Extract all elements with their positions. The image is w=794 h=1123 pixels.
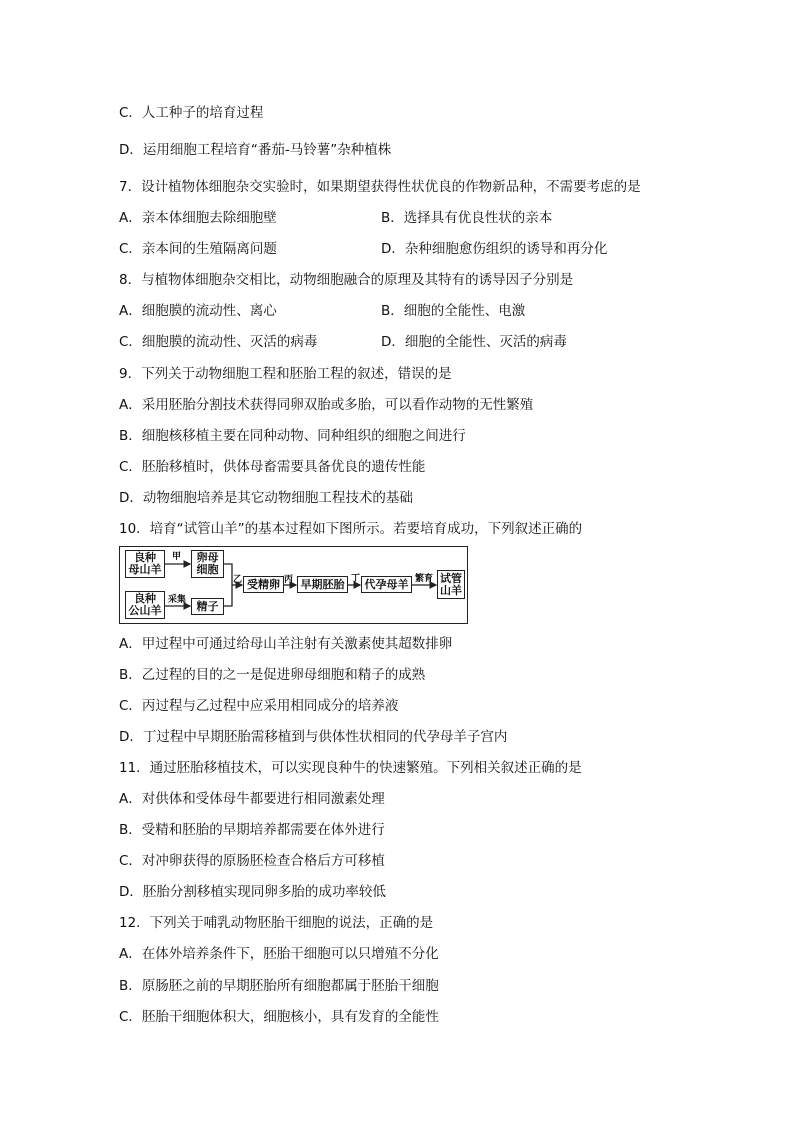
line-text: B．细胞核移植主要在同种动物、同种组织的细胞之间进行 [119,428,466,444]
line-text: 7．设计植物体细胞杂交实验时，如果期望获得性状优良的作物新品种，不需要考虑的是 [119,179,641,195]
text-line [119,240,277,258]
text-line [119,458,425,476]
text-line [119,365,452,383]
text-line [119,945,439,963]
box-male-goat: 良种 公山羊 [125,591,165,619]
text-line [119,914,433,932]
option-text-right: B．选择具有优良性状的亲本 [381,210,553,226]
option-text-right: D．细胞的全能性、灭活的病毒 [381,334,567,350]
text-line [119,728,507,746]
line-text: B．乙过程的目的之一是促进卵母细胞和精子的成熟 [119,667,426,683]
text-line [119,666,425,684]
line-text: C．胚胎移植时，供体母畜需要具备优良的遗传性能 [119,459,426,475]
line-text: D．动物细胞培养是其它动物细胞工程技术的基础 [119,490,413,506]
line-text: C．胚胎干细胞体积大，细胞核小，具有发育的全能性 [119,1009,439,1025]
label-ding: 丁 [351,574,361,584]
option-text-right: B．细胞的全能性、电激 [381,303,526,319]
box-oocyte: 卵母 细胞 [191,550,224,578]
line-text: 8．与植物体细胞杂交相比，动物细胞融合的原理及其特有的诱导因子分别是 [119,272,574,288]
label-yi: 乙 [233,575,243,585]
text-line [119,977,439,995]
line-text: A．采用胚胎分割技术获得同卵双胎或多胎，可以看作动物的无性繁殖 [119,397,534,413]
text-line [119,1008,439,1026]
box-zygote: 受精卵 [243,576,284,593]
box-test-tube-goat: 试管 山羊 [437,570,465,599]
text-line [119,141,391,159]
text-line [119,271,573,289]
text-line [119,790,385,808]
box-female-goat: 良种 母山羊 [125,550,165,578]
text-line [119,489,413,507]
test-tube-goat-flowchart [119,546,468,624]
text-line [119,852,385,870]
label-fanyu: 繁育 [415,574,434,584]
line-text: A．亲本体细胞去除细胞壁 [119,210,277,226]
line-text: 11．通过胚胎移植技术，可以实现良种牛的快速繁殖。下列相关叙述正确的是 [119,760,582,776]
text-line [119,178,641,196]
line-text: 9．下列关于动物细胞工程和胚胎工程的叙述，错误的是 [119,366,452,382]
label-jia: 甲 [172,552,182,562]
text-line [119,302,277,320]
line-text: D．胚胎分割移植实现同卵多胎的成功率较低 [119,884,386,900]
line-text: C．对冲卵获得的原肠胚检查合格后方可移植 [119,853,385,869]
text-line [119,697,398,715]
line-text: 12．下列关于哺乳动物胚胎干细胞的说法，正确的是 [119,915,434,931]
line-text: C．亲本间的生殖隔离问题 [119,241,277,257]
text-line [119,427,466,445]
box-surrogate: 代孕母羊 [361,576,412,593]
line-text: A．甲过程中可通过给母山羊注射有关激素使其超数排卵 [119,636,453,652]
text-line [119,635,452,653]
line-text: B．原肠胚之前的早期胚胎所有细胞都属于胚胎干细胞 [119,978,439,994]
box-sperm: 精子 [191,598,224,615]
line-text: 10．培育“试管山羊”的基本过程如下图所示。若要培育成功，下列叙述正确的 [119,521,583,537]
line-text: C．丙过程与乙过程中应采用相同成分的培养液 [119,698,399,714]
line-text: D．丁过程中早期胚胎需移植到与供体性状相同的代孕母羊子宫内 [119,729,508,745]
text-line [119,104,263,122]
text-line [119,396,533,414]
text-line [119,209,277,227]
line-text: C．人工种子的培育过程 [119,105,264,121]
option-text-right: D．杂种细胞愈伤组织的诱导和再分化 [381,241,608,257]
label-bing: 丙 [284,575,294,585]
text-line [119,333,317,351]
box-early-embryo: 早期胚胎 [297,576,348,593]
text-line [119,520,582,538]
line-text: A．细胞膜的流动性、离心 [119,303,277,319]
line-text: C．细胞膜的流动性、灭活的病毒 [119,334,318,350]
text-line [119,821,385,839]
line-text: B．受精和胚胎的早期培养都需要在体外进行 [119,822,385,838]
text-line [119,883,386,901]
line-text: A．对供体和受体母牛都要进行相同激素处理 [119,791,385,807]
line-text: A．在体外培养条件下，胚胎干细胞可以只增殖不分化 [119,946,439,962]
label-caiji: 采集 [168,595,187,605]
text-line [119,759,582,777]
line-text: D．运用细胞工程培育“番茄-马铃薯”杂种植株 [119,142,392,158]
